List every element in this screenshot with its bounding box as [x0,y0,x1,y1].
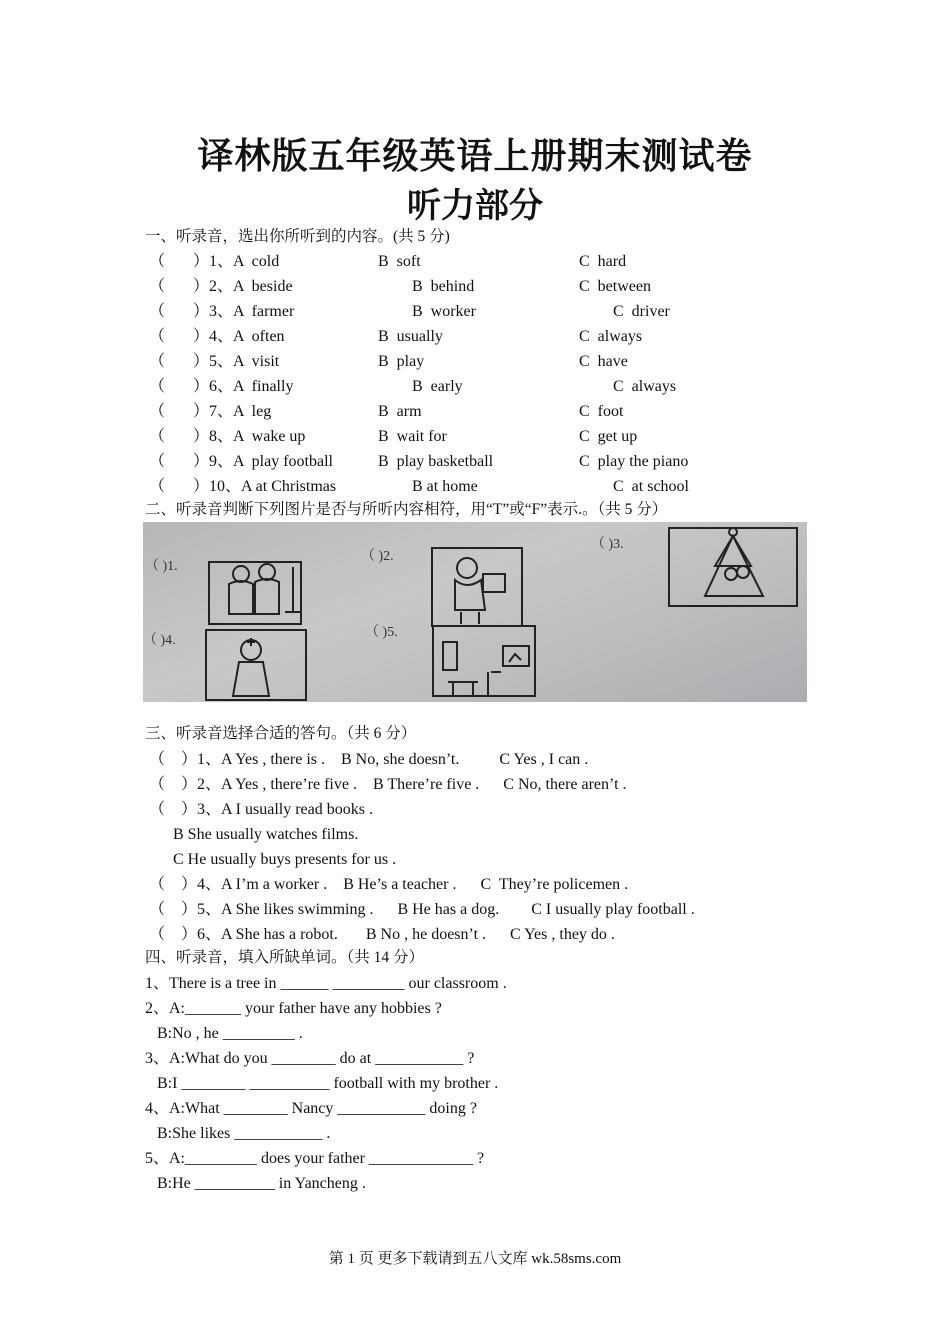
option-a: ）6、A finally [193,378,294,395]
fill-blank-line: B:No , he _________ . [145,1025,303,1042]
answer-line: C He usually buys presents for us . [149,851,397,868]
answer-blank[interactable]: （ [149,353,166,370]
fill-blank-line: 1、There is a tree in ______ _________ our classroom . [145,975,507,992]
section1-heading: 一、听录音，选出你所听到的内容。(共 5 分) [145,228,450,245]
answer-line: （ ）1、A Yes , there is . B No, she doesn’t. C Yes , I can . [149,751,589,768]
option-c: C always [613,378,677,395]
answer-line: （ ）4、A I’m a worker . B He’s a teacher . C They’re policemen . [149,876,629,893]
option-c: C between [579,278,651,295]
picture-label-5: （ )5. [365,625,398,640]
option-b: B early [412,378,463,395]
answer-blank[interactable]: （ [149,378,166,395]
option-b: B soft [378,253,421,270]
option-c: C at school [613,478,689,495]
option-b: B play basketball [378,453,494,470]
answer-line: （ ）3、A I usually read books . [149,801,373,818]
section4-heading: 四、听录音，填入所缺单词。（共 14 分） [145,949,425,966]
answer-line: （ ）2、A Yes , there’re five . B There’re five . C No, there aren’t . [149,776,627,793]
fill-blank-line: 4、A:What ________ Nancy ___________ doing ? [145,1100,477,1117]
page-subtitle: 听力部分 [407,186,543,226]
page-title: 译林版五年级英语上册期末测试卷 [197,136,753,177]
fill-blank-line: 5、A:_________ does your father _____________ ? [145,1150,485,1167]
section2-picture [143,522,807,702]
picture-2-frame [432,548,522,626]
option-a: ）3、A farmer [193,303,295,320]
option-b: B at home [412,478,478,495]
answer-line: （ ）6、A She has a robot. B No , he doesn’t . C Yes , they do . [149,926,615,943]
option-c: C get up [579,428,638,445]
option-b: B arm [378,403,422,420]
option-a: ）9、A play football [193,453,333,470]
option-c: C foot [579,403,624,420]
option-c: C driver [613,303,670,320]
option-c: C hard [579,253,627,270]
answer-blank[interactable]: （ [149,453,166,470]
fill-blank-line: B:She likes ___________ . [145,1125,331,1142]
answer-blank[interactable]: （ [149,328,166,345]
fill-blank-line: 3、A:What do you ________ do at ___________ ? [145,1050,475,1067]
answer-line: （ ）5、A She likes swimming . B He has a dog. C I usually play football . [149,901,695,918]
answer-blank[interactable]: （ [149,403,166,420]
option-b: B worker [412,303,476,320]
picture-label-4: （ )4. [143,633,176,648]
picture-illustrations [143,522,807,702]
answer-line: B She usually watches films. [149,826,359,843]
option-b: B usually [378,328,443,345]
fill-blank-line: B:I ________ __________ football with my brother . [145,1075,499,1092]
option-b: B behind [412,278,475,295]
answer-blank[interactable]: （ [149,478,166,495]
option-a: ）8、A wake up [193,428,306,445]
option-a: ）1、A cold [193,253,280,270]
option-a: ）7、A leg [193,403,272,420]
option-b: B play [378,353,425,370]
answer-blank[interactable]: （ [149,278,166,295]
option-a: ）10、A at Christmas [193,478,337,495]
fill-blank-line: B:He __________ in Yancheng . [145,1175,366,1192]
section3-heading: 三、听录音选择合适的答句。（共 6 分） [145,725,417,742]
option-c: C have [579,353,628,370]
picture-label-2: （ )2. [361,549,394,564]
option-c: C always [579,328,643,345]
option-a: ）4、A often [193,328,285,345]
picture-label-1: （ )1. [145,559,178,574]
answer-blank[interactable]: （ [149,428,166,445]
answer-blank[interactable]: （ [149,253,166,270]
option-a: ）2、A beside [193,278,293,295]
option-b: B wait for [378,428,447,445]
section2-heading: 二、听录音判断下列图片是否与所听内容相符，用“T”或“F”表示.。（共 5 分） [145,501,668,518]
fill-blank-line: 2、A:_______ your father have any hobbies ? [145,1000,442,1017]
picture-5-frame [433,626,535,696]
answer-blank[interactable]: （ [149,303,166,320]
option-a: ）5、A visit [193,353,280,370]
picture-label-3: （ )3. [591,537,624,552]
page-footer: 第 1 页 更多下载请到五八文库 wk.58sms.com [328,1251,622,1267]
option-c: C play the piano [579,453,689,470]
